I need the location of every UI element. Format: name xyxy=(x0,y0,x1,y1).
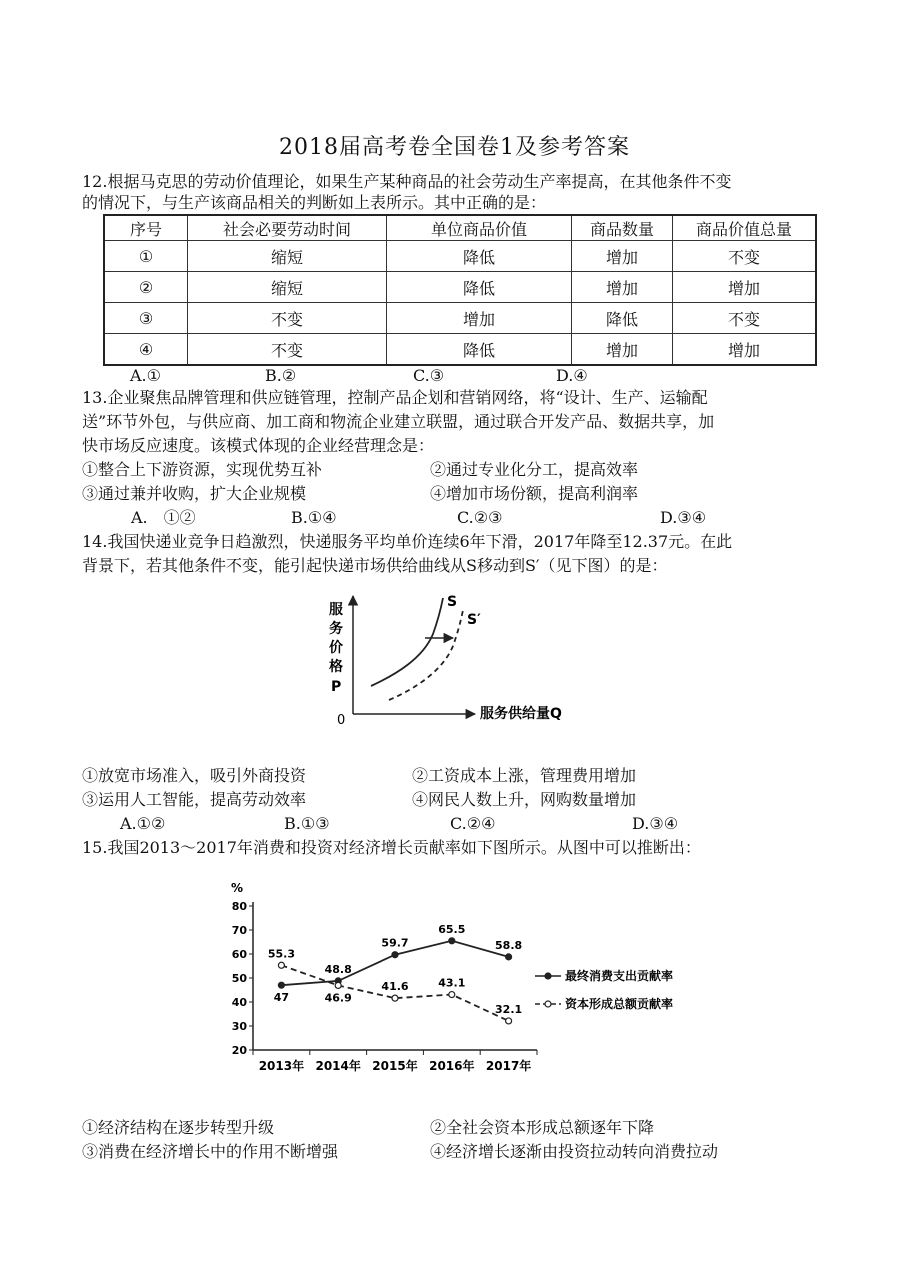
x-tick-label: 2016年 xyxy=(429,1059,475,1073)
q13-item-1: ①整合上下游资源，实现优势互补 xyxy=(82,460,323,479)
table-cell: 不变 xyxy=(673,303,817,334)
table-row xyxy=(104,303,816,334)
supply-shift-graph xyxy=(325,590,595,735)
x-axis-group xyxy=(253,1050,537,1073)
data-label: 32.1 xyxy=(495,1002,523,1016)
table-row xyxy=(104,272,816,303)
table-header-cell: 单位商品价值 xyxy=(387,215,572,241)
q13-option-c: C.②③ xyxy=(457,508,503,527)
y-tick-label: 70 xyxy=(231,924,247,937)
table-header-cell: 商品价值总量 xyxy=(673,215,817,241)
y-tick-label: 60 xyxy=(231,948,247,961)
legend-marker xyxy=(545,973,551,979)
series-group xyxy=(268,923,522,1024)
y-axis-label-4: 格 xyxy=(329,659,343,675)
x-tick-label: 2013年 xyxy=(258,1059,305,1073)
y-tick-label: 20 xyxy=(231,1044,247,1057)
q14-option-b: B.①③ xyxy=(284,814,330,833)
q15-item-2: ②全社会资本形成总额逐年下降 xyxy=(430,1118,655,1137)
table-cell: 增加 xyxy=(387,303,572,334)
data-label: 41.6 xyxy=(381,980,409,994)
q13-option-b: B.①④ xyxy=(291,508,337,527)
q13-item-2: ②通过专业化分工，提高效率 xyxy=(430,460,639,479)
q12-stem-line-1: 12.根据马克思的劳动价值理论，如果生产某种商品的社会劳动生产率提高，在其他条件不变 xyxy=(82,172,732,191)
x-tick-label: 2017年 xyxy=(485,1059,532,1073)
legend-label: 资本形成总额贡献率 xyxy=(565,997,674,1011)
q15-item-1: ①经济结构在逐步转型升级 xyxy=(82,1118,275,1137)
table-row xyxy=(104,241,816,272)
curve-s-label: S xyxy=(447,594,458,610)
data-point xyxy=(449,938,455,944)
table-cell: 缩短 xyxy=(188,241,387,272)
table-header-row xyxy=(104,215,816,241)
data-point xyxy=(506,1018,512,1024)
data-point xyxy=(278,962,284,968)
table-cell: 降低 xyxy=(572,303,673,334)
table-row xyxy=(104,334,816,366)
y-tick-label: 40 xyxy=(231,996,247,1009)
data-label: 58.8 xyxy=(495,938,523,952)
y-axis-label-5: P xyxy=(331,679,342,695)
q12-stem-line-2: 的情况下，与生产该商品相关的判断如上表所示。其中正确的是： xyxy=(82,193,547,212)
q13-option-a: A. ①② xyxy=(131,508,196,527)
data-label: 65.5 xyxy=(438,922,466,936)
legend-group xyxy=(535,968,673,1011)
data-label: 47 xyxy=(273,991,290,1005)
contribution-line-chart xyxy=(225,878,695,1088)
q13-option-d: D.③④ xyxy=(660,508,707,527)
q14-stem-line-2: 背景下，若其他条件不变，能引起快递市场供给曲线从S移动到S′（见下图）的是： xyxy=(82,556,668,575)
page-title: 2018届高考卷全国卷1及参考答案 xyxy=(279,135,630,160)
q12-option-c: C.③ xyxy=(413,366,445,385)
table-cell: 增加 xyxy=(673,272,817,303)
y-unit-label: % xyxy=(231,881,244,895)
table-cell: ③ xyxy=(104,303,188,334)
y-axis-label-3: 价 xyxy=(329,640,343,656)
x-axis-label: 服务供给量Q xyxy=(480,706,562,722)
data-point xyxy=(392,952,398,958)
table-cell: 不变 xyxy=(673,241,817,272)
q12-table xyxy=(103,214,817,366)
y-tick-label: 50 xyxy=(231,972,247,985)
supply-curve-s xyxy=(371,598,443,686)
y-tick-label: 80 xyxy=(231,900,247,913)
data-point xyxy=(449,992,455,998)
legend-marker xyxy=(545,1001,551,1007)
table-cell: 增加 xyxy=(673,334,817,366)
table-header-cell: 序号 xyxy=(104,215,188,241)
x-tick-label: 2014年 xyxy=(315,1059,361,1073)
supply-curve-s-prime xyxy=(389,610,463,700)
q14-item-3: ③运用人工智能，提高劳动效率 xyxy=(82,790,307,809)
q13-stem-line-1: 13.企业聚焦品牌管理和供应链管理，控制产品企划和营销网络，将“设计、生产、运输配 xyxy=(82,388,708,407)
q13-item-4: ④增加市场份额，提高利润率 xyxy=(430,484,639,503)
y-axis-group xyxy=(232,900,253,1057)
q14-item-1: ①放宽市场准入，吸引外商投资 xyxy=(82,766,307,785)
data-point xyxy=(278,982,284,988)
table-cell: 不变 xyxy=(188,334,387,366)
q13-item-3: ③通过兼并收购，扩大企业规模 xyxy=(82,484,307,503)
table-cell: ② xyxy=(104,272,188,303)
q12-option-d: D.④ xyxy=(556,366,588,385)
q14-option-d: D.③④ xyxy=(632,814,679,833)
table-cell: 降低 xyxy=(387,334,572,366)
table-cell: 增加 xyxy=(572,334,673,366)
q12-option-a: A.① xyxy=(130,366,161,385)
table-header-cell: 社会必要劳动时间 xyxy=(188,215,387,241)
q12-option-b: B.② xyxy=(265,366,297,385)
data-point xyxy=(335,982,341,988)
data-point xyxy=(506,954,512,960)
table-cell: 降低 xyxy=(387,272,572,303)
q14-stem-line-1: 14.我国快递业竞争日趋激烈，快递服务平均单价连续6年下滑，2017年降至12.37元。在此 xyxy=(82,532,733,551)
table-cell: ④ xyxy=(104,334,188,366)
data-label: 59.7 xyxy=(381,936,409,950)
origin-label: 0 xyxy=(337,713,346,728)
table-cell: 增加 xyxy=(572,241,673,272)
q14-option-c: C.②④ xyxy=(450,814,496,833)
q15-item-4: ④经济增长逐渐由投资拉动转向消费拉动 xyxy=(430,1142,719,1161)
data-label: 55.3 xyxy=(267,947,295,961)
data-label: 48.8 xyxy=(324,962,352,976)
q15-stem: 15.我国2013～2017年消费和投资对经济增长贡献率如下图所示。从图中可以推断出： xyxy=(82,838,701,857)
q14-item-4: ④网民人数上升，网购数量增加 xyxy=(412,790,637,809)
q13-stem-line-2: 送”环节外包，与供应商、加工商和物流企业建立联盟，通过联合开发产品、数据共享，加 xyxy=(82,412,715,431)
table-cell: 不变 xyxy=(188,303,387,334)
y-axis-label-1: 服 xyxy=(329,602,343,618)
q15-item-3: ③消费在经济增长中的作用不断增强 xyxy=(82,1142,339,1161)
table-cell: 缩短 xyxy=(188,272,387,303)
table-header-cell: 商品数量 xyxy=(572,215,673,241)
q14-item-2: ②工资成本上涨，管理费用增加 xyxy=(412,766,637,785)
data-point xyxy=(392,995,398,1001)
table-cell: 降低 xyxy=(387,241,572,272)
x-tick-label: 2015年 xyxy=(372,1059,418,1073)
y-axis-label-2: 务 xyxy=(329,621,343,637)
q14-option-a: A.①② xyxy=(120,814,166,833)
q13-stem-line-3: 快市场反应速度。该模式体现的企业经营理念是： xyxy=(82,436,435,455)
table-cell: 增加 xyxy=(572,272,673,303)
data-label: 43.1 xyxy=(438,976,466,990)
data-label: 46.9 xyxy=(324,991,352,1005)
table-cell: ① xyxy=(104,241,188,272)
legend-label: 最终消费支出贡献率 xyxy=(565,969,674,983)
y-tick-label: 30 xyxy=(231,1020,247,1033)
curve-s-prime-label: S′ xyxy=(467,612,481,628)
